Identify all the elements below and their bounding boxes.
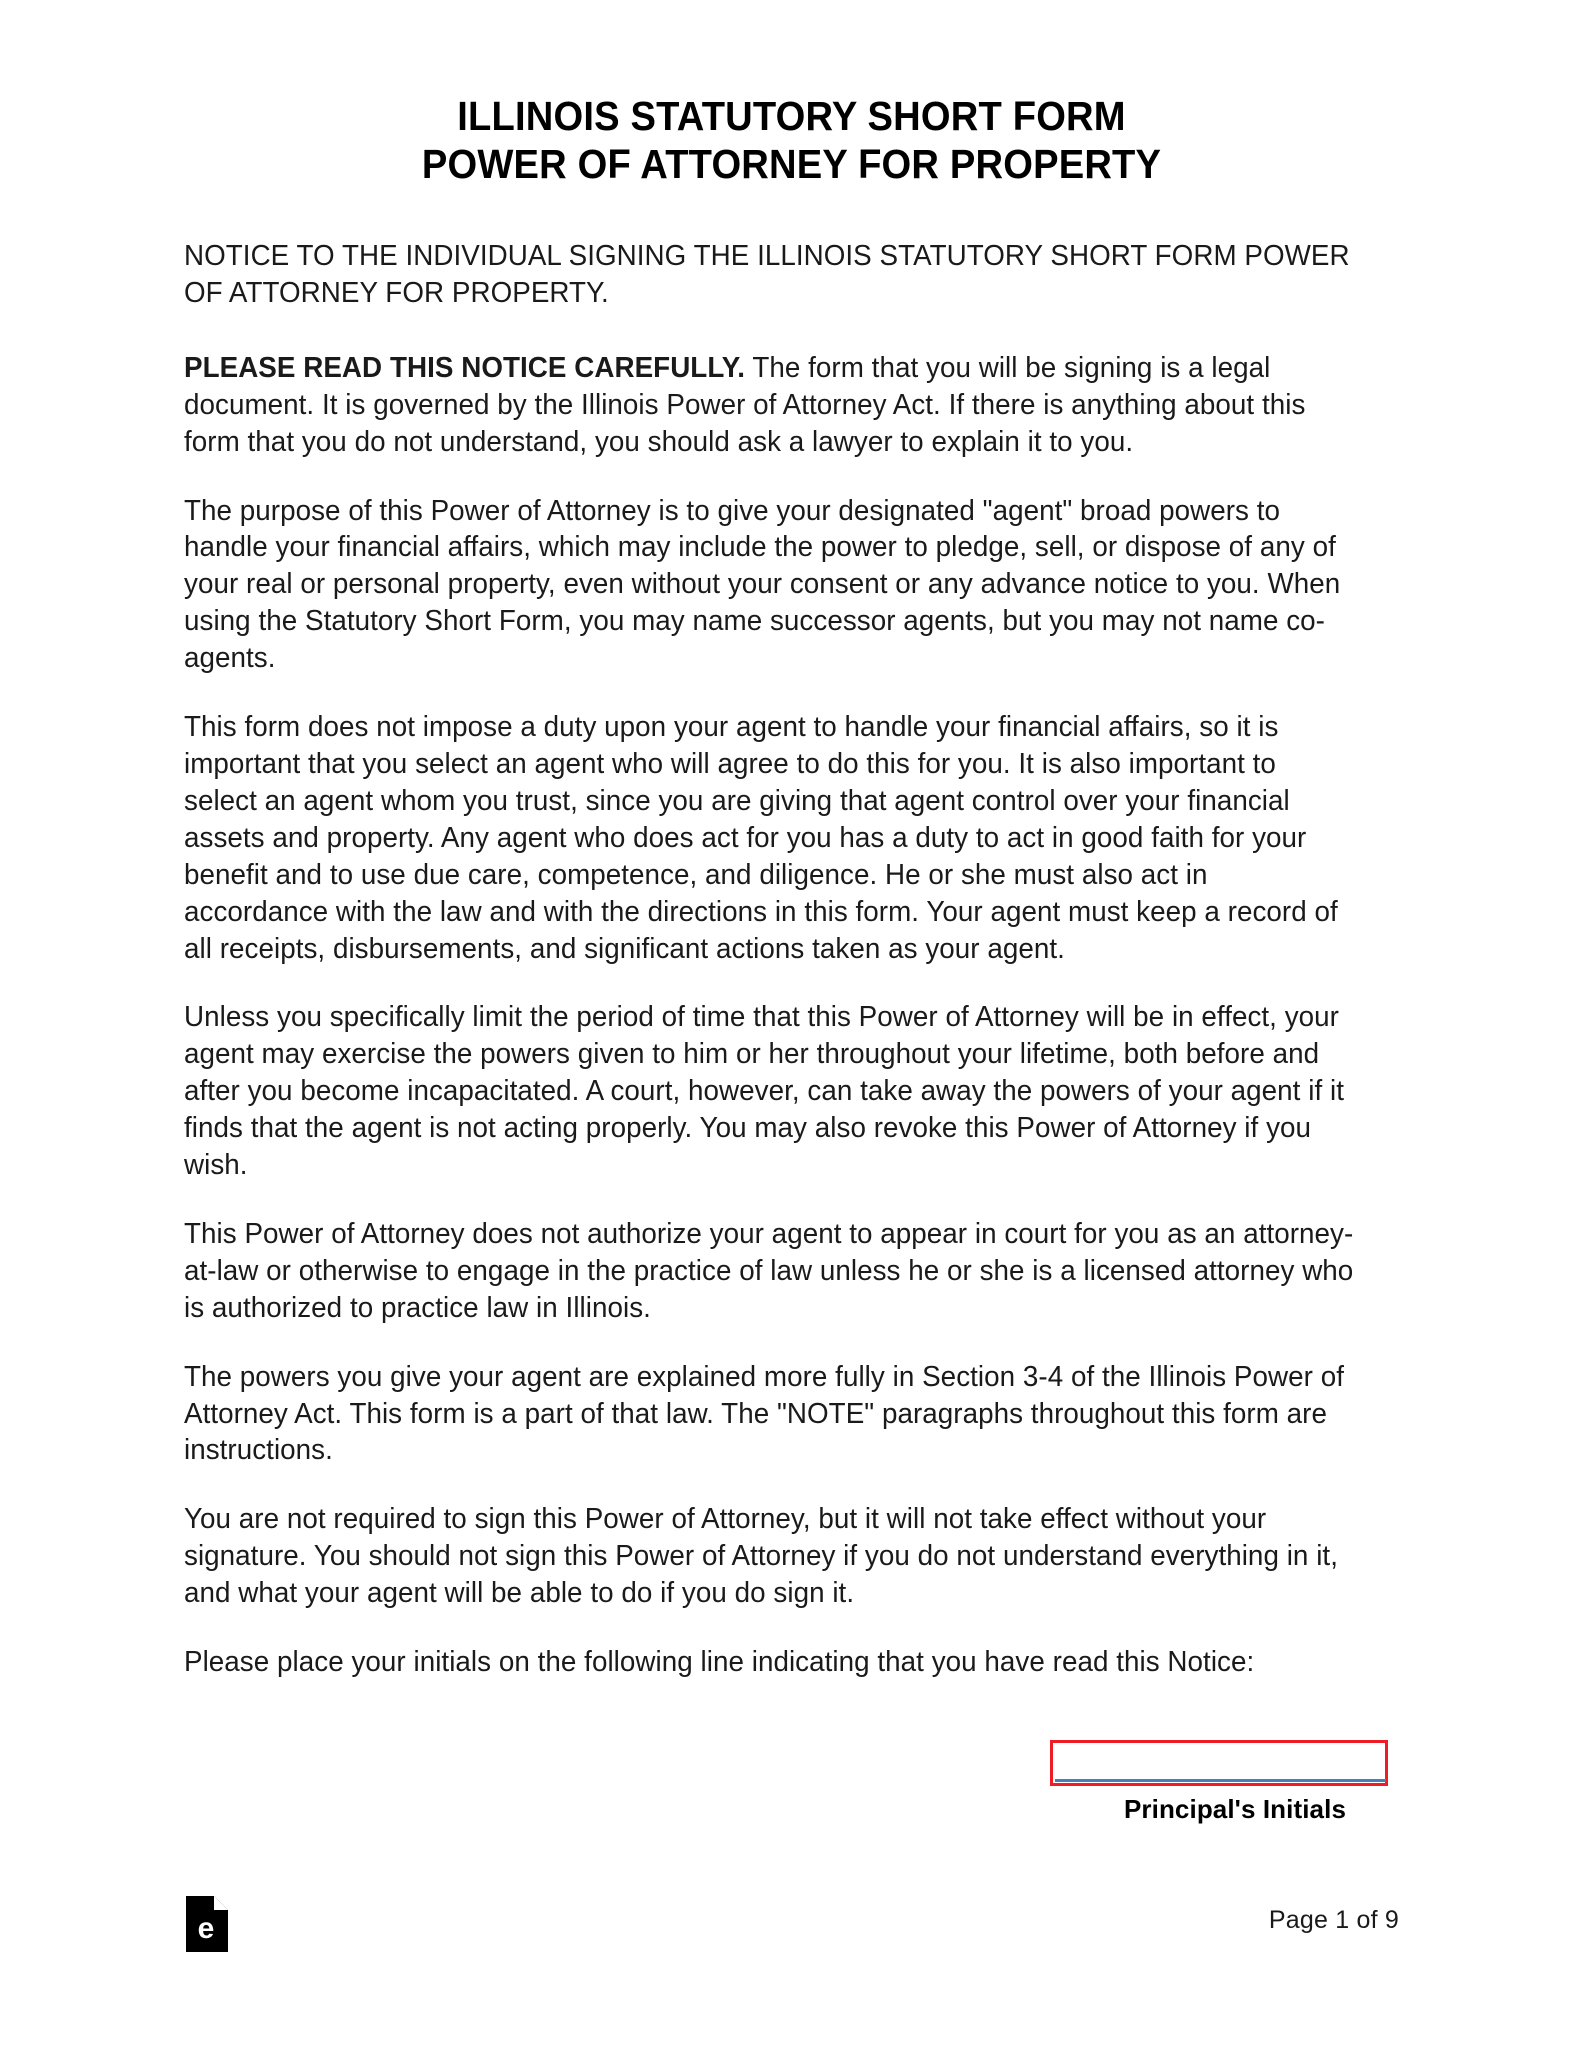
paragraph-please-read	[184, 350, 1354, 461]
initials-underline	[1055, 1779, 1386, 1782]
principal-initials-block	[1050, 1740, 1390, 1825]
svg-text:e: e	[197, 1912, 215, 1945]
eforms-logo-icon	[186, 1896, 228, 1952]
paragraph-duty: This form does not impose a duty upon your agent to handle your financial affairs, so it is important that you select an agent who will agree to do this for you. It is also important to select an agent whom you trust, since you are giving that agent control over your financial assets and property. Any agent who does act for you has a duty to act in good faith for your benefit and to use due care, competence, and diligence. He or she must also act in accordance with the law and with the directions in this form. Your agent must keep a record of all receipts, disbursements, and significant actions taken as your agent.	[184, 711, 1338, 965]
page-number: Page 1 of 9	[1268, 1906, 1399, 1934]
notice-heading: NOTICE TO THE INDIVIDUAL SIGNING THE ILLINOIS STATUTORY SHORT FORM POWER OF ATTORNEY FOR PROPERTY.	[184, 240, 1350, 309]
paragraph-purpose: The purpose of this Power of Attorney is to give your designated "agent" broad powers to handle your financial affairs, which may include the power to pledge, sell, or dispose of any of your real or personal property, even without your consent or any advance notice to you. When using the Statutory Short Form, you may name successor agents, but you may not name co-agents.	[184, 494, 1341, 675]
please-read-lead: PLEASE READ THIS NOTICE CAREFULLY.	[184, 351, 746, 384]
paragraph-court-authorization: This Power of Attorney does not authorize your agent to appear in court for you as an attorney-at-law or otherwise to engage in the practice of law unless he or she is a licensed attorney who is authorized to practice law in Illinois.	[184, 1217, 1354, 1324]
paragraph-period-of-time: Unless you specifically limit the period of time that this Power of Attorney will be in effect, your agent may exercise the powers given to him or her throughout your lifetime, both before and after you become incapacitated. A court, however, can take away the powers of your agent if it finds that the agent is not acting properly. You may also revoke this Power of Attorney if you wish.	[184, 1001, 1344, 1182]
paragraph-section-3-4: The powers you give your agent are explained more fully in Section 3-4 of the Illinois Power of Attorney Act. This form is a part of that law. The "NOTE" paragraphs throughout this form are instructions.	[184, 1360, 1344, 1467]
paragraph-place-initials: Please place your initials on the following line indicating that you have read this Notice:	[184, 1646, 1255, 1679]
document-body	[184, 238, 1384, 1681]
page-title-line-1: ILLINOIS STATUTORY SHORT FORM	[457, 93, 1126, 139]
principal-initials-input[interactable]	[1050, 1740, 1388, 1786]
principal-initials-label: Principal's Initials	[1123, 1794, 1347, 1824]
paragraph-signing: You are not required to sign this Power of Attorney, but it will not take effect without your signature. You should not sign this Power of Attorney if you do not understand everything in it, and what your agent will be able to do if you do sign it.	[184, 1503, 1338, 1610]
page-footer	[0, 1896, 1583, 1976]
page-title-line-2: POWER OF ATTORNEY FOR PROPERTY	[421, 141, 1162, 188]
page-title	[55, 0, 1527, 189]
please-read-rest: The form that you will be signing is a legal document. It is governed by the Illinois Power of Attorney Act. If there is anything about this form that you do not understand, you should ask a lawyer to explain it to you.	[184, 351, 1306, 458]
